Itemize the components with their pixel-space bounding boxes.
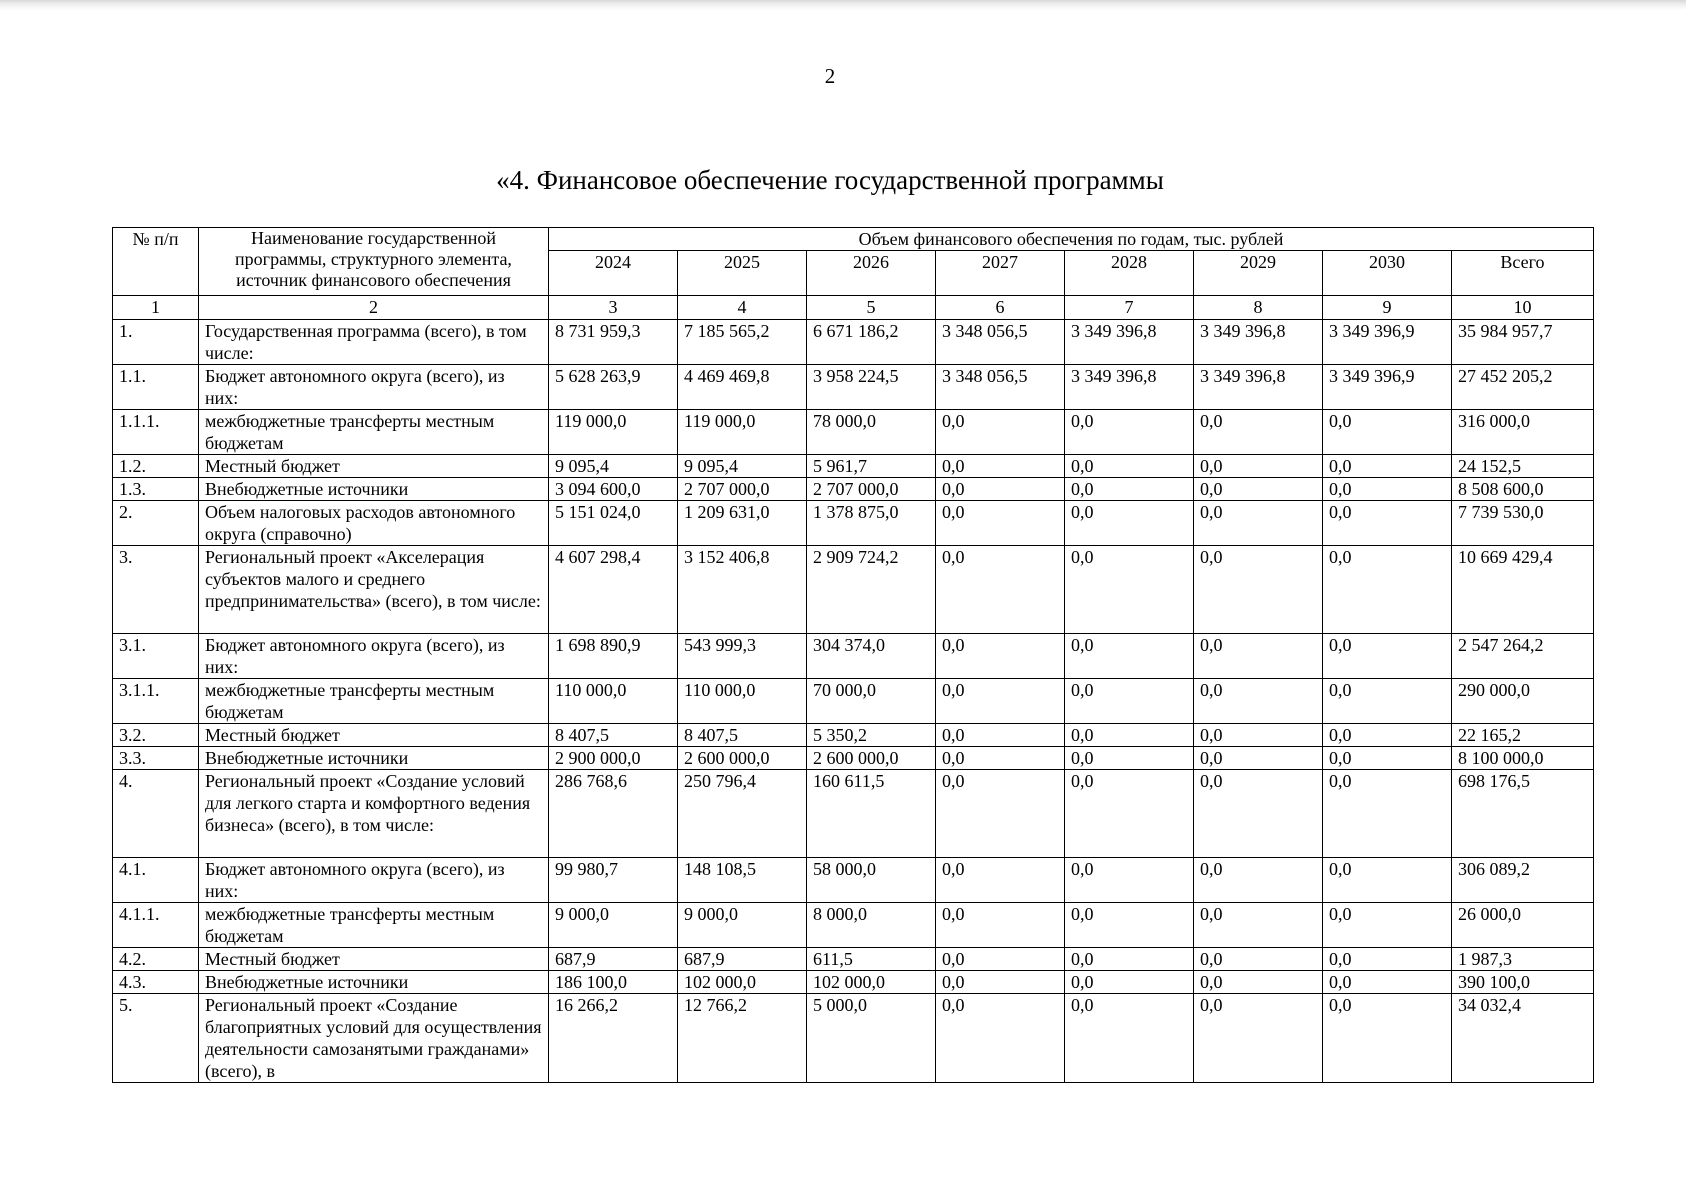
row-name: Местный бюджет — [199, 724, 549, 747]
row-total-value: 35 984 957,7 — [1452, 320, 1594, 365]
row-year-value: 0,0 — [1065, 971, 1194, 994]
row-year-value: 687,9 — [549, 948, 678, 971]
row-year-value: 0,0 — [936, 948, 1065, 971]
row-year-value: 286 768,6 — [549, 770, 678, 858]
row-year-value: 0,0 — [1065, 634, 1194, 679]
row-year-value: 0,0 — [936, 724, 1065, 747]
column-numbers-row — [113, 296, 1594, 320]
row-year-value: 0,0 — [1323, 724, 1452, 747]
row-year-value: 2 600 000,0 — [807, 747, 936, 770]
row-year-value: 0,0 — [936, 994, 1065, 1083]
row-year-value: 9 095,4 — [549, 455, 678, 478]
row-year-value: 9 000,0 — [678, 903, 807, 948]
row-year-value: 5 628 263,9 — [549, 365, 678, 410]
row-year-value: 0,0 — [1194, 994, 1323, 1083]
row-year-value: 0,0 — [1065, 724, 1194, 747]
row-year-value: 3 348 056,5 — [936, 365, 1065, 410]
header-year: Всего — [1452, 251, 1594, 296]
row-number: 4.1.1. — [113, 903, 199, 948]
row-year-value: 9 095,4 — [678, 455, 807, 478]
row-year-value: 2 707 000,0 — [678, 478, 807, 501]
column-number: 8 — [1194, 296, 1323, 320]
row-year-value: 0,0 — [1065, 747, 1194, 770]
row-year-value: 0,0 — [1065, 903, 1194, 948]
header-num: № п/п — [113, 228, 199, 296]
row-year-value: 0,0 — [1323, 546, 1452, 634]
row-year-value: 0,0 — [1323, 679, 1452, 724]
row-total-value: 1 987,3 — [1452, 948, 1594, 971]
table-row — [113, 455, 1594, 478]
row-total-value: 10 669 429,4 — [1452, 546, 1594, 634]
row-total-value: 290 000,0 — [1452, 679, 1594, 724]
row-total-value: 7 739 530,0 — [1452, 501, 1594, 546]
row-number: 3. — [113, 546, 199, 634]
row-year-value: 3 094 600,0 — [549, 478, 678, 501]
row-number: 4.3. — [113, 971, 199, 994]
row-year-value: 8 731 959,3 — [549, 320, 678, 365]
table-row — [113, 994, 1594, 1083]
row-name: Внебюджетные источники — [199, 971, 549, 994]
row-year-value: 70 000,0 — [807, 679, 936, 724]
row-year-value: 0,0 — [936, 971, 1065, 994]
row-year-value: 0,0 — [1194, 501, 1323, 546]
table-body — [113, 228, 1594, 1083]
row-year-value: 0,0 — [936, 679, 1065, 724]
row-total-value: 27 452 205,2 — [1452, 365, 1594, 410]
row-year-value: 99 980,7 — [549, 858, 678, 903]
row-name: Государственная программа (всего), в том числе: — [199, 320, 549, 365]
row-year-value: 0,0 — [1194, 546, 1323, 634]
row-year-value: 0,0 — [936, 770, 1065, 858]
row-year-value: 3 348 056,5 — [936, 320, 1065, 365]
row-year-value: 0,0 — [1065, 770, 1194, 858]
row-year-value: 5 151 024,0 — [549, 501, 678, 546]
row-total-value: 316 000,0 — [1452, 410, 1594, 455]
table-row — [113, 365, 1594, 410]
row-total-value: 390 100,0 — [1452, 971, 1594, 994]
row-number: 4. — [113, 770, 199, 858]
row-number: 4.2. — [113, 948, 199, 971]
row-year-value: 12 766,2 — [678, 994, 807, 1083]
table-row — [113, 724, 1594, 747]
section-title: «4. Финансовое обеспечение государственной программы — [496, 165, 1164, 195]
table-row — [113, 634, 1594, 679]
table-row — [113, 747, 1594, 770]
row-total-value: 306 089,2 — [1452, 858, 1594, 903]
row-number: 3.2. — [113, 724, 199, 747]
row-year-value: 1 698 890,9 — [549, 634, 678, 679]
table-row — [113, 478, 1594, 501]
row-year-value: 3 349 396,9 — [1323, 365, 1452, 410]
row-number: 1.2. — [113, 455, 199, 478]
header-year: 2030 — [1323, 251, 1452, 296]
table-row — [113, 948, 1594, 971]
table-row — [113, 971, 1594, 994]
row-year-value: 304 374,0 — [807, 634, 936, 679]
row-year-value: 0,0 — [1323, 478, 1452, 501]
row-year-value: 110 000,0 — [549, 679, 678, 724]
column-number: 10 — [1452, 296, 1594, 320]
row-name: Объем налоговых расходов автономного округа (справочно) — [199, 501, 549, 546]
row-year-value: 0,0 — [1065, 994, 1194, 1083]
row-year-value: 5 350,2 — [807, 724, 936, 747]
row-year-value: 8 000,0 — [807, 903, 936, 948]
row-year-value: 0,0 — [1194, 858, 1323, 903]
row-number: 4.1. — [113, 858, 199, 903]
row-year-value: 3 152 406,8 — [678, 546, 807, 634]
row-name: Региональный проект «Создание условий для легкого старта и комфортного ведения бизнеса» (всего), в том числе: — [199, 770, 549, 858]
row-total-value: 22 165,2 — [1452, 724, 1594, 747]
row-number: 1.3. — [113, 478, 199, 501]
row-year-value: 186 100,0 — [549, 971, 678, 994]
row-year-value: 0,0 — [936, 858, 1065, 903]
row-year-value: 8 407,5 — [678, 724, 807, 747]
row-year-value: 110 000,0 — [678, 679, 807, 724]
row-name: Региональный проект «Создание благоприятных условий для осуществления деятельности самозанятыми гражданами» (всего), в — [199, 994, 549, 1083]
row-year-value: 102 000,0 — [807, 971, 936, 994]
row-year-value: 1 209 631,0 — [678, 501, 807, 546]
table-row — [113, 410, 1594, 455]
row-year-value: 1 378 875,0 — [807, 501, 936, 546]
row-year-value: 0,0 — [1065, 501, 1194, 546]
row-year-value: 0,0 — [1323, 971, 1452, 994]
row-year-value: 0,0 — [936, 410, 1065, 455]
row-year-value: 58 000,0 — [807, 858, 936, 903]
row-year-value: 3 349 396,9 — [1323, 320, 1452, 365]
column-number: 9 — [1323, 296, 1452, 320]
table-row — [113, 679, 1594, 724]
row-name: межбюджетные трансферты местным бюджетам — [199, 410, 549, 455]
row-year-value: 3 349 396,8 — [1194, 365, 1323, 410]
row-name: Внебюджетные источники — [199, 747, 549, 770]
row-year-value: 8 407,5 — [549, 724, 678, 747]
row-year-value: 543 999,3 — [678, 634, 807, 679]
row-name: межбюджетные трансферты местным бюджетам — [199, 903, 549, 948]
row-year-value: 119 000,0 — [549, 410, 678, 455]
row-year-value: 0,0 — [1323, 747, 1452, 770]
header-year: 2024 — [549, 251, 678, 296]
row-year-value: 0,0 — [1194, 679, 1323, 724]
row-year-value: 3 349 396,8 — [1065, 365, 1194, 410]
row-total-value: 8 508 600,0 — [1452, 478, 1594, 501]
row-year-value: 119 000,0 — [678, 410, 807, 455]
row-year-value: 3 349 396,8 — [1065, 320, 1194, 365]
row-year-value: 78 000,0 — [807, 410, 936, 455]
header-volume: Объем финансового обеспечения по годам, тыс. рублей — [549, 228, 1594, 251]
row-year-value: 0,0 — [1323, 501, 1452, 546]
row-year-value: 250 796,4 — [678, 770, 807, 858]
row-year-value: 0,0 — [1323, 634, 1452, 679]
row-year-value: 4 607 298,4 — [549, 546, 678, 634]
header-year: 2026 — [807, 251, 936, 296]
page-number: 2 — [824, 64, 836, 88]
column-number: 1 — [113, 296, 199, 320]
column-number: 6 — [936, 296, 1065, 320]
row-number: 1. — [113, 320, 199, 365]
row-year-value: 0,0 — [1194, 478, 1323, 501]
row-year-value: 9 000,0 — [549, 903, 678, 948]
row-total-value: 698 176,5 — [1452, 770, 1594, 858]
row-year-value: 0,0 — [1194, 634, 1323, 679]
header-year: 2025 — [678, 251, 807, 296]
row-year-value: 2 600 000,0 — [678, 747, 807, 770]
table-row — [113, 546, 1594, 634]
row-year-value: 5 961,7 — [807, 455, 936, 478]
table-row — [113, 858, 1594, 903]
row-year-value: 0,0 — [1323, 903, 1452, 948]
row-name: Бюджет автономного округа (всего), из них: — [199, 858, 549, 903]
column-number: 3 — [549, 296, 678, 320]
row-year-value: 0,0 — [1194, 971, 1323, 994]
row-total-value: 34 032,4 — [1452, 994, 1594, 1083]
table-row — [113, 320, 1594, 365]
row-year-value: 0,0 — [1194, 724, 1323, 747]
row-year-value: 0,0 — [1194, 903, 1323, 948]
row-year-value: 148 108,5 — [678, 858, 807, 903]
column-number: 4 — [678, 296, 807, 320]
row-number: 3.3. — [113, 747, 199, 770]
header-year: 2028 — [1065, 251, 1194, 296]
row-year-value: 0,0 — [1065, 478, 1194, 501]
row-number: 1.1.1. — [113, 410, 199, 455]
row-year-value: 0,0 — [1194, 410, 1323, 455]
row-year-value: 2 707 000,0 — [807, 478, 936, 501]
row-year-value: 16 266,2 — [549, 994, 678, 1083]
row-total-value: 26 000,0 — [1452, 903, 1594, 948]
row-year-value: 5 000,0 — [807, 994, 936, 1083]
row-year-value: 0,0 — [936, 478, 1065, 501]
financing-table — [112, 227, 1594, 1083]
row-name: Местный бюджет — [199, 455, 549, 478]
table-row — [113, 903, 1594, 948]
row-year-value: 0,0 — [1065, 948, 1194, 971]
table-row — [113, 501, 1594, 546]
row-year-value: 4 469 469,8 — [678, 365, 807, 410]
row-name: Бюджет автономного округа (всего), из них: — [199, 634, 549, 679]
row-year-value: 611,5 — [807, 948, 936, 971]
row-name: Местный бюджет — [199, 948, 549, 971]
row-year-value: 2 900 000,0 — [549, 747, 678, 770]
row-year-value: 3 958 224,5 — [807, 365, 936, 410]
header-year: 2029 — [1194, 251, 1323, 296]
row-number: 1.1. — [113, 365, 199, 410]
row-name: Бюджет автономного округа (всего), из них: — [199, 365, 549, 410]
row-total-value: 8 100 000,0 — [1452, 747, 1594, 770]
row-total-value: 2 547 264,2 — [1452, 634, 1594, 679]
row-name: Внебюджетные источники — [199, 478, 549, 501]
row-year-value: 0,0 — [936, 903, 1065, 948]
row-year-value: 0,0 — [1194, 948, 1323, 971]
row-year-value: 0,0 — [1065, 410, 1194, 455]
row-number: 3.1. — [113, 634, 199, 679]
row-year-value: 0,0 — [1065, 455, 1194, 478]
row-year-value: 0,0 — [936, 546, 1065, 634]
row-year-value: 0,0 — [936, 747, 1065, 770]
row-year-value: 102 000,0 — [678, 971, 807, 994]
row-year-value: 7 185 565,2 — [678, 320, 807, 365]
row-year-value: 0,0 — [936, 501, 1065, 546]
header-year: 2027 — [936, 251, 1065, 296]
row-name: Региональный проект «Акселерация субъектов малого и среднего предпринимательства» (всего), в том числе: — [199, 546, 549, 634]
row-year-value: 0,0 — [1065, 858, 1194, 903]
row-total-value: 24 152,5 — [1452, 455, 1594, 478]
row-year-value: 160 611,5 — [807, 770, 936, 858]
row-year-value: 0,0 — [1323, 858, 1452, 903]
row-year-value: 0,0 — [1323, 770, 1452, 858]
row-year-value: 0,0 — [1323, 994, 1452, 1083]
column-number: 5 — [807, 296, 936, 320]
row-year-value: 0,0 — [1065, 679, 1194, 724]
row-year-value: 3 349 396,8 — [1194, 320, 1323, 365]
row-year-value: 0,0 — [1323, 455, 1452, 478]
row-year-value: 0,0 — [1065, 546, 1194, 634]
row-year-value: 687,9 — [678, 948, 807, 971]
table-row — [113, 770, 1594, 858]
row-year-value: 0,0 — [1194, 455, 1323, 478]
scan-edge — [0, 0, 1686, 10]
header-name: Наименование государственной программы, структурного элемента, источник финансового обеспечения — [199, 228, 549, 296]
header-row — [113, 228, 1594, 251]
column-number: 7 — [1065, 296, 1194, 320]
row-number: 3.1.1. — [113, 679, 199, 724]
row-year-value: 0,0 — [936, 455, 1065, 478]
row-name: межбюджетные трансферты местным бюджетам — [199, 679, 549, 724]
column-number: 2 — [199, 296, 549, 320]
row-year-value: 0,0 — [1323, 410, 1452, 455]
row-number: 2. — [113, 501, 199, 546]
row-year-value: 6 671 186,2 — [807, 320, 936, 365]
row-year-value: 0,0 — [1194, 747, 1323, 770]
row-number: 5. — [113, 994, 199, 1083]
row-year-value: 0,0 — [1194, 770, 1323, 858]
row-year-value: 0,0 — [936, 634, 1065, 679]
row-year-value: 0,0 — [1323, 948, 1452, 971]
row-year-value: 2 909 724,2 — [807, 546, 936, 634]
